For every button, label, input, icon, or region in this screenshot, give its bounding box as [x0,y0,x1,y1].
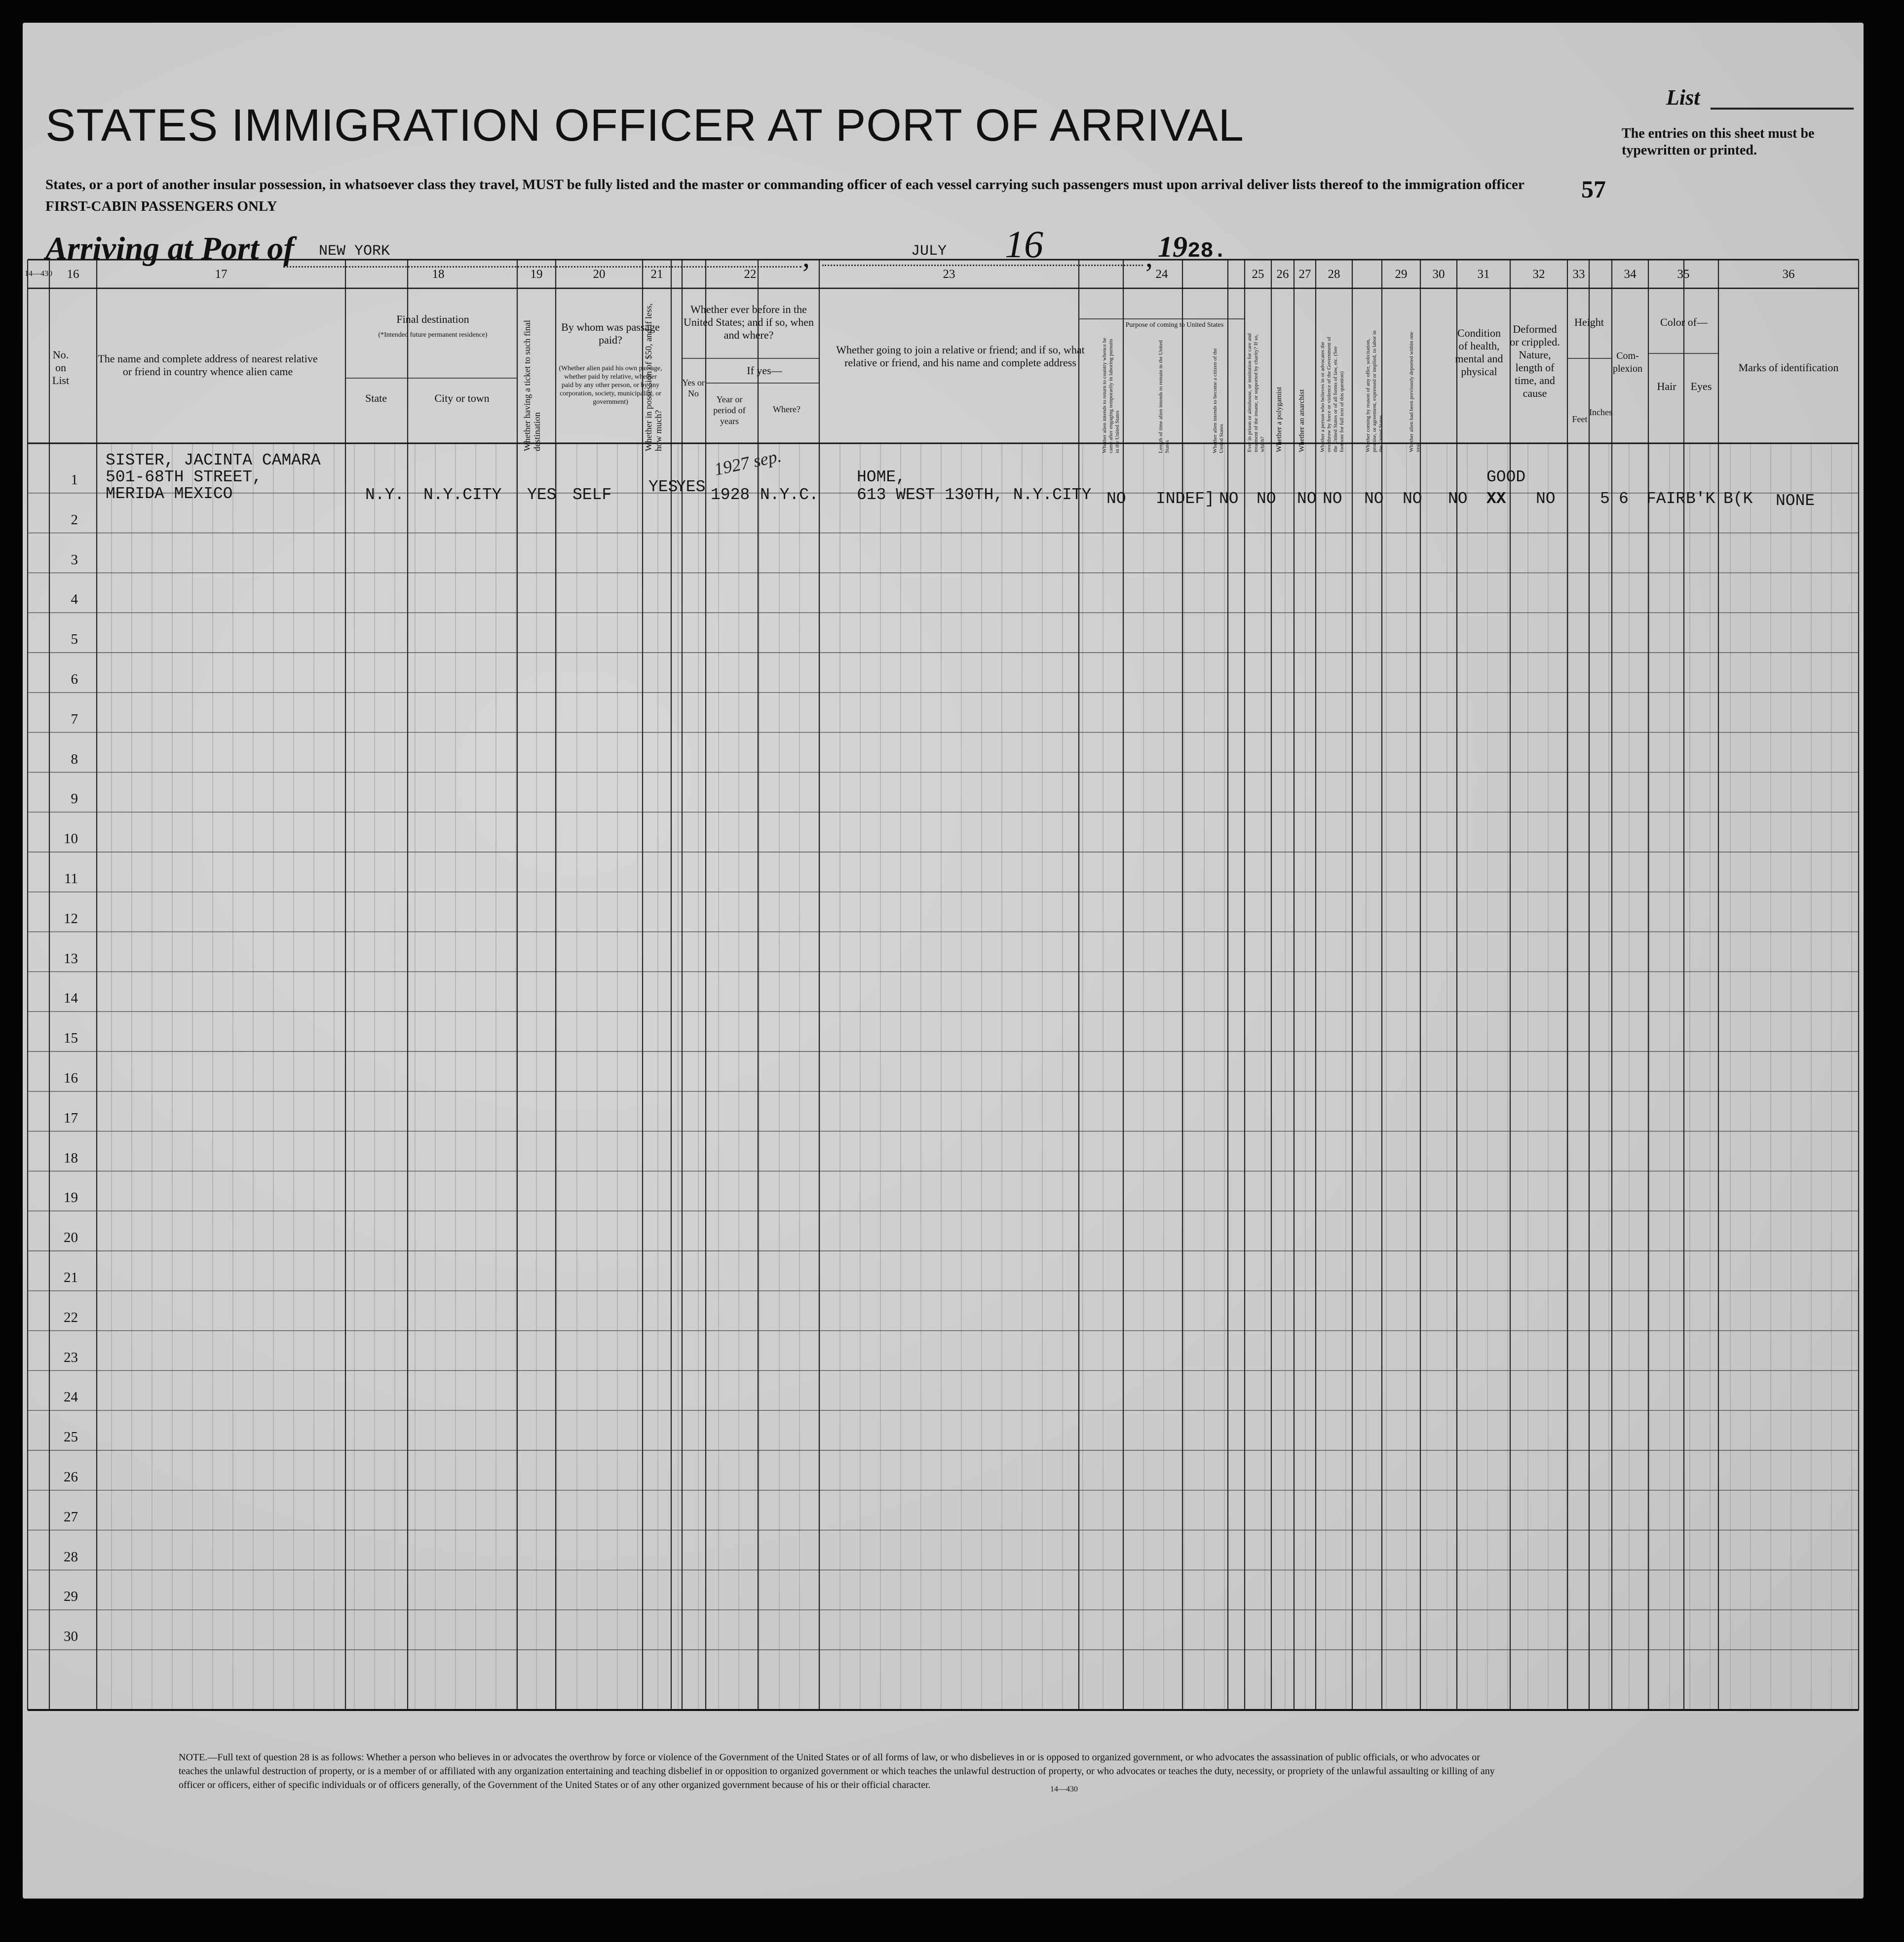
entries-note: The entries on this sheet must be typewritten or printed. [1622,126,1815,158]
row-number: 22 [64,1309,78,1325]
joining-relation: HOME, [857,468,906,486]
eyes-value: B(K [1723,490,1753,508]
header-hair: Hair [1657,380,1676,392]
header-anarchist: Whether an anarchist [1298,389,1306,452]
complexion-value: FAIR [1646,490,1686,508]
header-passage-paid: By whom was passage paid? [561,321,660,346]
citizen-value: NO [1219,490,1239,508]
header-feet: Feet [1572,414,1588,424]
column-number: 17 [215,268,228,281]
header-height: Height [1574,316,1604,328]
page-title: STATES IMMIGRATION OFFICER AT PORT OF ARRIVAL [45,100,1244,151]
health-value: GOOD [1486,468,1526,486]
header-polygamist: Whether a polygamist [1275,387,1283,452]
header-list-number: No. on List [52,349,70,387]
header-inches: Inches [1589,407,1612,417]
polygamist-value: NO [1297,490,1317,508]
row-number: 5 [71,631,78,648]
header-marks: Marks of identification [1738,361,1839,374]
header-joining: Whether going to join a relative or friend; and if so, what relative or friend, and his name and complete address [836,344,1085,369]
header-prison: Ever in prison or almshouse, or institution for care and treatment of the insane, or supported by charity? If so, which? [1247,333,1265,452]
sheet-number: 57 [1581,175,1606,203]
column-number: 29 [1395,268,1408,281]
header-complexion: Com-plexion [1613,350,1642,374]
header-passage-paid-sub: (Whether alien paid his own passage, whether paid by relative, whether paid by any other person, or by any corporation, society, municipality, or government) [559,365,662,406]
row-number: 9 [71,791,78,807]
column-number: 32 [1532,268,1545,281]
column-number: 31 [1477,268,1490,281]
return-value: NO [1106,490,1126,508]
row-number: 24 [64,1389,78,1405]
row-number: 30 [64,1629,78,1645]
relative-street: 501-68TH STREET, [106,468,262,486]
header-purpose-citizen: Whether alien intends to become a citizen of the United States [1212,348,1224,453]
row-number: 10 [64,831,78,847]
column-number: 24 [1155,268,1168,281]
row-number: 27 [64,1509,78,1525]
destination-city: N.Y.CITY [423,486,502,504]
header-yes-no: Yes or No [682,378,705,398]
money-value: YES [648,478,678,496]
health-struck-value: XX [1486,490,1506,508]
column-number: 27 [1298,268,1311,281]
column-number: 25 [1252,268,1264,281]
deformed-value: NO [1536,490,1556,508]
row-number: 13 [64,950,78,967]
arriving-port-label: Arriving at Port of [45,231,295,267]
question-28-value: NO [1364,490,1384,508]
header-question-28: Whether a person who believes in or advocates the overthrow by force or violence of the Government of the United States or of all forms of law, etc. (See footnote for full text of this question) [1320,337,1345,452]
header-purpose-length: Length of time alien intends to remain in the United States [1158,340,1170,453]
hair-value: B'K [1686,490,1715,508]
header-final-destination-sub: (*Intended future permanent residence) [378,331,488,339]
joining-address: 613 WEST 130TH, N.Y.CITY [857,486,1092,504]
column-number: 34 [1624,268,1637,281]
header-before-in-us: Whether ever before in the United States; and if so, when and where? [684,303,814,341]
row-number: 7 [71,711,78,727]
column-number: 36 [1782,268,1795,281]
list-label: List [1666,85,1700,110]
separator-comma: , [1145,240,1153,273]
header-ticket: Whether having a ticket to such final destination [522,320,542,451]
question-30-value: NO [1448,490,1468,508]
column-number: 35 [1677,268,1690,281]
column-number: 33 [1572,268,1585,281]
column-number: 19 [530,268,543,281]
length-of-stay-value: INDEF] [1156,490,1215,508]
row-number: 14 [64,990,78,1007]
passage-paid-value: SELF [572,486,612,504]
column-number: 30 [1432,268,1445,281]
handwritten-annotation: 1927 sep. [712,446,783,479]
header-deformed: Deformed or crippled. Nature, length of time, and cause [1510,323,1560,399]
row-number: 6 [71,671,78,687]
column-number: 26 [1276,268,1289,281]
prison-value: NO [1257,490,1276,508]
header-question-29: Whether coming by reason of any offer, solicitation, promise, or agreement, expressed or implied, to labor in the United States [1365,330,1384,452]
column-number: 22 [744,268,757,281]
height-feet-value: 5 [1600,490,1610,508]
row-number: 23 [64,1349,78,1365]
marks-value: NONE [1776,492,1815,510]
header-color: Color of— [1660,316,1708,328]
anarchist-value: NO [1323,490,1342,508]
month-value: JULY [911,243,947,260]
destination-state: N.Y. [365,486,405,504]
row-number: 15 [64,1030,78,1047]
header-final-destination: Final destination [396,313,469,325]
column-number: 16 [67,268,79,281]
header-eyes: Eyes [1690,380,1712,392]
row-number: 20 [64,1230,78,1246]
header-money: Whether in possession of $50, and if less, how much? [644,303,663,451]
row-number: 2 [71,511,78,528]
before-in-us-value: YES [676,478,706,496]
relative-city: MERIDA MEXICO [106,485,233,503]
form-grid [23,23,1864,1899]
column-number: 21 [650,268,663,281]
question-29-value: NO [1403,490,1422,508]
header-state: State [365,392,387,404]
header-question-30: Whether alien had been previously deported within one year [1409,331,1421,452]
port-value: NEW YORK [319,243,390,260]
relative-name: SISTER, JACINTA CAMARA [106,451,321,469]
header-purpose-return: Whether alien intends to return to country whence he came after engaging temporarily in laboring pursuits in the United States [1102,338,1120,453]
manifest-sheet [23,23,1864,1899]
previous-year-value: 1928 [711,486,750,504]
ticket-value: YES [527,486,557,504]
row-number: 26 [64,1469,78,1485]
row-number: 3 [71,551,78,568]
header-health: Condition of health, mental and physical [1455,327,1503,378]
row-number: 12 [64,910,78,927]
intro-text: States, or a port of another insular possession, in whatsoever class they travel, MUST be fully listed and the master or commanding officer of each vessel carrying such passengers must upon arrival deliver lists thereof to the immigration officer [45,177,1524,193]
year-prefix: 19 [1158,231,1187,263]
row-number: 1 [71,472,78,488]
header-year: Year or period of years [713,394,746,426]
row-number: 28 [64,1549,78,1565]
header-if-yes: If yes— [747,364,782,377]
year-suffix: 28. [1187,239,1227,264]
row-number: 16 [64,1070,78,1086]
row-number: 17 [64,1110,78,1126]
column-number: 23 [943,268,955,281]
form-code: 14—430 [25,270,52,278]
row-number: 8 [71,751,78,767]
header-purpose: Purpose of coming to United States [1125,321,1224,329]
row-number: 4 [71,591,78,608]
row-number: 25 [64,1429,78,1445]
row-number: 29 [64,1589,78,1605]
row-number: 18 [64,1150,78,1166]
separator-comma: , [802,240,810,273]
row-number: 21 [64,1270,78,1285]
row-number: 19 [64,1190,78,1206]
column-number: 28 [1328,268,1340,281]
header-where: Where? [773,404,800,414]
footnote: NOTE.—Full text of question 28 is as follows: Whether a person who believes in or advocates the overthrow by force or violence of the Government of the United States or of all forms of law, or who disbelieves in or is opposed to organized government, or who advocates the assassination of public officials, or who advocates or teaches the unlawful destruction of property, or is a member of or affiliated with any organization entertaining and teaching disbelief in or opposition to organized government or which teaches the unlawful destruction of property, or who advocates or teaches the duty, necessity, or propriety of the unlawful assaulting or killing of any officer or officers, either of specific individuals or of officers generally, of the Government of the United States or of any other organized government because of his or their official character. [179,1752,1495,1790]
header-city: City or town [434,392,490,404]
column-number: 18 [432,268,445,281]
previous-where-value: N.Y.C. [760,486,819,504]
row-number: 11 [64,871,78,887]
cabin-class-label: FIRST-CABIN PASSENGERS ONLY [45,198,277,214]
form-code: 14—430 [1050,1785,1078,1793]
day-value: 16 [1005,223,1043,266]
column-number: 20 [593,268,606,281]
header-relative-address: The name and complete address of nearest relative or friend in country whence alien came [98,352,318,378]
height-inches-value: 6 [1619,490,1629,508]
